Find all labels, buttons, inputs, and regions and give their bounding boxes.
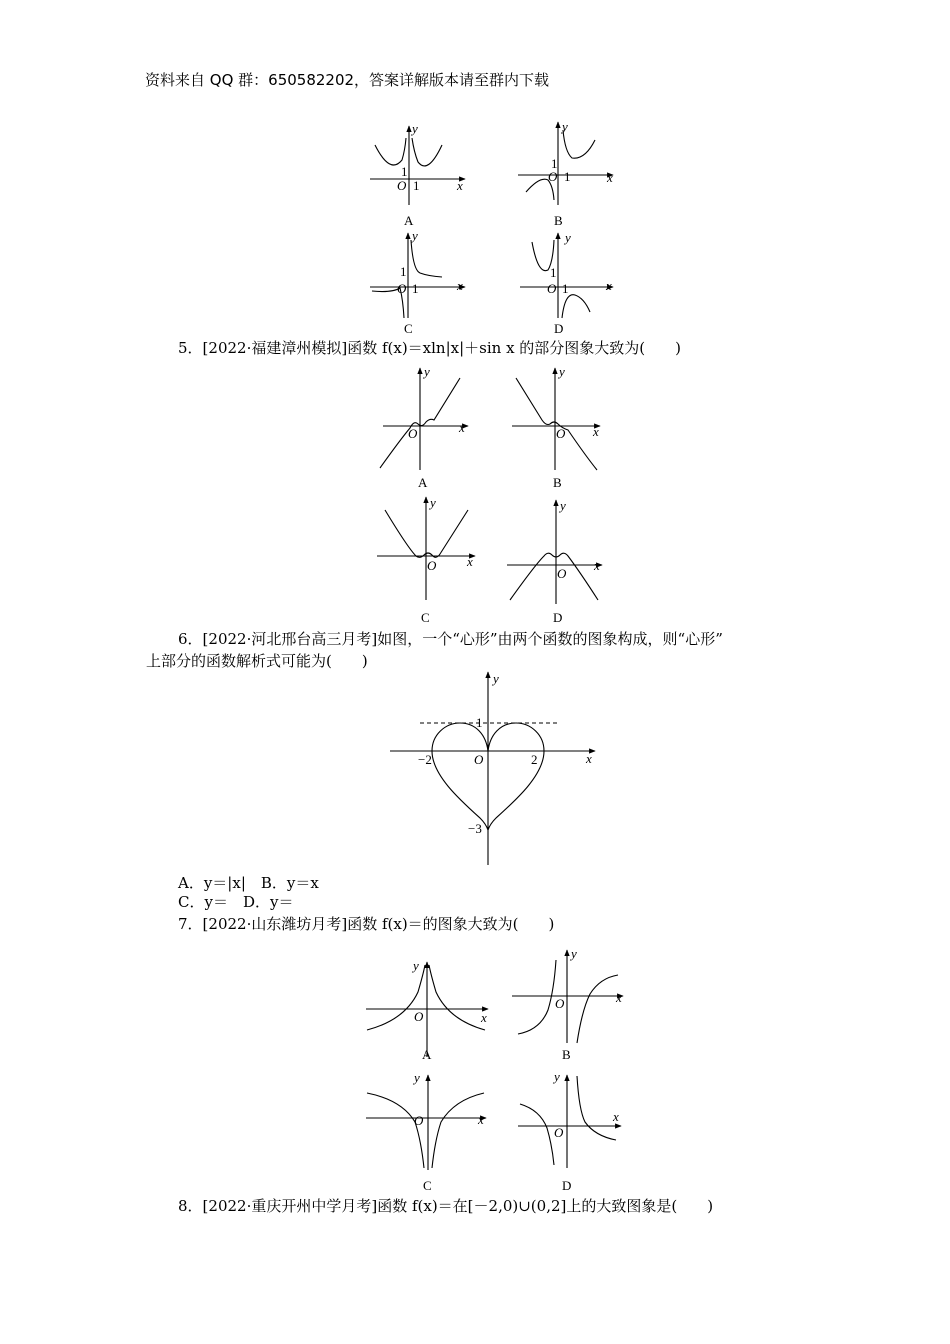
axis-label-y: y [559,364,565,379]
question-6-options-cd: C．y＝ D．y＝ [178,893,294,911]
option-letter-c: C [421,610,430,625]
axis-label-x: x [613,1109,619,1124]
axis-label-x: x [467,554,473,569]
option-letter-b: B [554,213,563,228]
q7-graph-a [366,962,488,1057]
q5-graph-d [507,500,602,604]
axis-label-x: x [594,558,600,573]
tick-one: 1 [400,264,407,279]
q4-graph-a [370,126,465,205]
axis-label-y: y [412,228,418,243]
axis-label-y: y [565,230,571,245]
option-letter-b: B [562,1047,571,1062]
origin-label: O [555,996,565,1011]
axis-label-y: y [414,1070,420,1085]
axis-label-y: y [430,495,436,510]
origin-label: O [408,426,418,441]
origin-label: O [548,169,558,184]
axis-label-x: x [616,990,622,1005]
origin-label: O [414,1009,424,1024]
tick-neg2: −2 [418,752,432,767]
axis-label-x: x [586,751,592,766]
origin-label: O [554,1125,564,1140]
origin-label: O [397,178,407,193]
option-letter-c: C [404,321,413,336]
axis-label-x: x [593,424,599,439]
question-6-line2: 上部分的函数解析式可能为( ) [146,652,368,670]
source-header: 资料来自 QQ 群：650582202，答案详解版本请至群内下载 [145,71,550,89]
q5-graph-a [380,368,468,470]
axis-label-y: y [412,121,418,136]
q7-graph-b [512,950,623,1043]
tick-neg3: −3 [468,821,482,836]
tick-one: 1 [562,281,569,296]
tick-one: 1 [413,178,420,193]
axis-label-x: x [478,1112,484,1127]
axis-label-y: y [562,119,568,134]
q5-graph-b [512,368,600,470]
axis-label-y: y [413,958,419,973]
origin-label: O [427,558,437,573]
tick-one: 1 [550,265,557,280]
q7-graph-c [366,1075,486,1170]
option-letter-d: D [554,321,564,336]
origin-label: O [557,566,567,581]
heart-figure [390,672,595,865]
axis-label-x: x [607,170,613,185]
tick-one: 1 [564,169,571,184]
axis-label-x: x [459,420,465,435]
axis-label-y: y [554,1069,560,1084]
option-letter-b: B [553,475,562,490]
tick-one: 1 [551,156,558,171]
option-letter-c: C [423,1178,432,1193]
question-5: 5．[2022·福建漳州模拟]函数 f(x)＝xln|x|＋sin x 的部分图象大致为( ) [178,339,682,357]
origin-label: O [474,752,484,767]
tick-one: 1 [401,164,408,179]
option-letter-a: A [404,213,414,228]
option-letter-d: D [553,610,563,625]
tick-one: 1 [476,715,483,730]
q7-graph-d [518,1075,621,1168]
question-6-options-ab: A．y＝|x| B．y＝x [178,874,319,892]
option-letter-a: A [418,475,428,490]
axis-label-y: y [571,946,577,961]
origin-label: O [414,1113,424,1128]
question-7: 7．[2022·山东潍坊月考]函数 f(x)＝的图象大致为( ) [178,915,555,933]
q5-graph-c [377,497,475,600]
tick-one: 1 [412,281,419,296]
axis-label-y: y [493,671,499,686]
axis-label-x: x [606,278,612,293]
q4-graph-d [520,233,613,318]
tick-two: 2 [531,752,538,767]
origin-label: O [556,426,566,441]
option-letter-d: D [562,1178,572,1193]
origin-label: O [397,281,407,296]
question-6-line1: 6．[2022·河北邢台高三月考]如图，一个“心形”由两个函数的图象构成，则“心形” [178,630,723,648]
question-8: 8．[2022·重庆开州中学月考]函数 f(x)＝在[－2,0)∪(0,2]上的大致图象是( ) [178,1197,714,1215]
option-letter-a: A [422,1047,432,1062]
q4-graph-c [370,233,465,318]
axis-label-x: x [457,278,463,293]
axis-label-x: x [457,178,463,193]
origin-label: O [547,281,557,296]
q4-graph-b [518,122,613,205]
axis-label-y: y [424,364,430,379]
axis-label-x: x [481,1010,487,1025]
axis-label-y: y [560,498,566,513]
